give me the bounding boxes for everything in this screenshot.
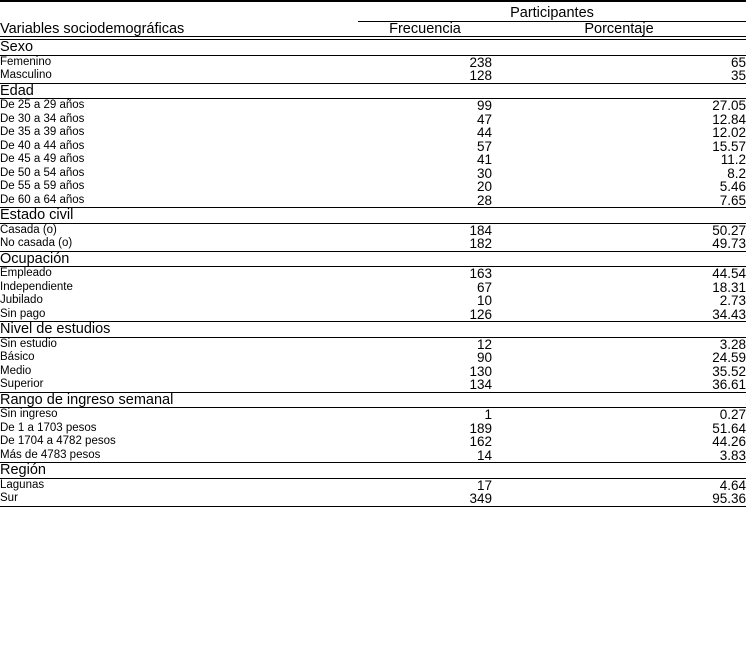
table-row bbox=[0, 351, 746, 365]
table-row bbox=[0, 153, 746, 167]
row-label: Superior bbox=[0, 378, 44, 390]
row-label: De 40 a 44 años bbox=[0, 139, 85, 152]
section-title: Rango de ingreso semanal bbox=[0, 392, 746, 408]
row-percentage: 12.02 bbox=[712, 125, 746, 140]
row-frequency: 162 bbox=[469, 434, 492, 449]
row-label: Sin estudio bbox=[0, 337, 57, 350]
row-frequency: 14 bbox=[476, 447, 492, 463]
table-row bbox=[0, 99, 746, 113]
row-percentage: 8.2 bbox=[727, 165, 746, 181]
row-frequency: 20 bbox=[476, 179, 492, 194]
row-percentage: 15.57 bbox=[712, 138, 746, 154]
row-label: De 60 a 64 años bbox=[0, 193, 85, 206]
row-frequency: 67 bbox=[476, 279, 492, 295]
participants-group-header: Participantes bbox=[358, 6, 746, 21]
section-title: Región bbox=[0, 463, 746, 479]
table-row bbox=[0, 422, 746, 436]
row-frequency: 182 bbox=[469, 236, 492, 251]
row-percentage: 5.46 bbox=[719, 179, 746, 194]
table-row bbox=[0, 194, 746, 208]
row-percentage: 35 bbox=[730, 68, 746, 83]
row-label: No casada (o) bbox=[0, 237, 73, 249]
row-frequency: 28 bbox=[476, 192, 492, 208]
row-frequency: 163 bbox=[469, 266, 492, 281]
row-frequency: 57 bbox=[476, 138, 492, 154]
row-label: De 1704 a 4782 pesos bbox=[0, 435, 116, 447]
section-title: Nivel de estudios bbox=[0, 322, 746, 338]
table-row bbox=[0, 435, 746, 449]
row-frequency: 238 bbox=[469, 54, 492, 70]
section-header-row bbox=[0, 392, 746, 408]
row-percentage: 24.59 bbox=[712, 350, 746, 365]
row-frequency: 349 bbox=[469, 491, 492, 506]
row-label: Masculino bbox=[0, 69, 52, 81]
table-row bbox=[0, 365, 746, 379]
row-label: Básico bbox=[0, 351, 35, 363]
row-frequency: 44 bbox=[476, 125, 492, 140]
row-percentage: 34.43 bbox=[712, 306, 746, 322]
table-row bbox=[0, 281, 746, 295]
row-label: Lagunas bbox=[0, 478, 45, 491]
row-label: Casada (o) bbox=[0, 223, 57, 236]
table-row bbox=[0, 478, 746, 492]
table-row bbox=[0, 167, 746, 181]
row-percentage: 2.73 bbox=[719, 293, 746, 308]
table-row bbox=[0, 69, 746, 83]
row-percentage: 18.31 bbox=[712, 279, 746, 295]
table-row bbox=[0, 223, 746, 237]
table-row bbox=[0, 140, 746, 154]
table-bottom-rule bbox=[0, 506, 746, 510]
row-label: Empleado bbox=[0, 267, 52, 279]
frequency-column-header: Frecuencia bbox=[389, 20, 461, 37]
table-row bbox=[0, 408, 746, 422]
row-percentage: 4.64 bbox=[719, 477, 746, 493]
section-header-row bbox=[0, 40, 746, 56]
row-frequency: 128 bbox=[469, 68, 492, 83]
row-label: De 45 a 49 años bbox=[0, 153, 85, 165]
row-label: De 50 a 54 años bbox=[0, 166, 85, 179]
row-percentage: 36.61 bbox=[712, 377, 746, 392]
table-row bbox=[0, 492, 746, 506]
row-label: Más de 4783 pesos bbox=[0, 448, 101, 461]
row-frequency: 189 bbox=[469, 420, 492, 436]
row-frequency: 99 bbox=[476, 98, 492, 113]
row-label: Medio bbox=[0, 364, 32, 377]
row-label: De 55 a 59 años bbox=[0, 180, 85, 192]
row-label: De 25 a 29 años bbox=[0, 99, 85, 111]
table-row bbox=[0, 449, 746, 463]
section-header-row bbox=[0, 322, 746, 338]
table-row bbox=[0, 237, 746, 251]
table-row bbox=[0, 113, 746, 127]
section-header-row bbox=[0, 83, 746, 99]
row-label: Sur bbox=[0, 492, 18, 504]
row-frequency: 10 bbox=[476, 293, 492, 308]
row-percentage: 44.54 bbox=[712, 266, 746, 281]
table-row bbox=[0, 267, 746, 281]
row-frequency: 41 bbox=[476, 152, 492, 167]
row-percentage: 3.28 bbox=[719, 336, 746, 352]
row-frequency: 47 bbox=[476, 111, 492, 127]
row-percentage: 35.52 bbox=[712, 363, 746, 379]
row-frequency: 30 bbox=[476, 165, 492, 181]
row-label: Sin ingreso bbox=[0, 408, 58, 420]
table-row bbox=[0, 308, 746, 322]
table-header-group-row bbox=[0, 6, 746, 21]
row-percentage: 95.36 bbox=[712, 491, 746, 506]
row-frequency: 184 bbox=[469, 222, 492, 238]
variables-column-header: Variables sociodemográficas bbox=[0, 20, 185, 37]
section-header-row bbox=[0, 251, 746, 267]
table-row bbox=[0, 126, 746, 140]
row-frequency: 90 bbox=[476, 350, 492, 365]
percentage-column-header: Porcentaje bbox=[584, 20, 654, 37]
row-percentage: 27.05 bbox=[712, 98, 746, 113]
row-label: De 30 a 34 años bbox=[0, 112, 85, 125]
row-frequency: 126 bbox=[469, 306, 492, 322]
row-label: De 35 a 39 años bbox=[0, 126, 85, 138]
table-row bbox=[0, 180, 746, 194]
row-label: Sin pago bbox=[0, 307, 46, 320]
section-header-row bbox=[0, 208, 746, 224]
row-percentage: 7.65 bbox=[719, 192, 746, 208]
row-label: De 1 a 1703 pesos bbox=[0, 421, 97, 434]
row-frequency: 1 bbox=[484, 407, 492, 422]
row-percentage: 50.27 bbox=[712, 222, 746, 238]
section-title: Ocupación bbox=[0, 251, 746, 267]
table-row bbox=[0, 55, 746, 69]
row-label: Femenino bbox=[0, 55, 52, 68]
row-percentage: 11.2 bbox=[720, 152, 746, 167]
table-row bbox=[0, 378, 746, 392]
row-frequency: 134 bbox=[469, 377, 492, 392]
row-percentage: 3.83 bbox=[719, 447, 746, 463]
row-percentage: 49.73 bbox=[712, 236, 746, 251]
row-frequency: 17 bbox=[476, 477, 492, 493]
section-title: Estado civil bbox=[0, 208, 746, 224]
table-body bbox=[0, 1, 746, 510]
section-title: Edad bbox=[0, 83, 746, 99]
row-percentage: 12.84 bbox=[712, 111, 746, 127]
section-title: Sexo bbox=[0, 40, 746, 56]
table-row bbox=[0, 337, 746, 351]
row-frequency: 12 bbox=[476, 336, 492, 352]
table-row bbox=[0, 294, 746, 308]
row-percentage: 44.26 bbox=[712, 434, 746, 449]
row-percentage: 0.27 bbox=[719, 407, 746, 422]
row-percentage: 51.64 bbox=[712, 420, 746, 436]
row-frequency: 130 bbox=[469, 363, 492, 379]
row-percentage: 65 bbox=[730, 54, 746, 70]
row-label: Jubilado bbox=[0, 294, 43, 306]
row-label: Independiente bbox=[0, 280, 73, 293]
section-header-row bbox=[0, 463, 746, 479]
